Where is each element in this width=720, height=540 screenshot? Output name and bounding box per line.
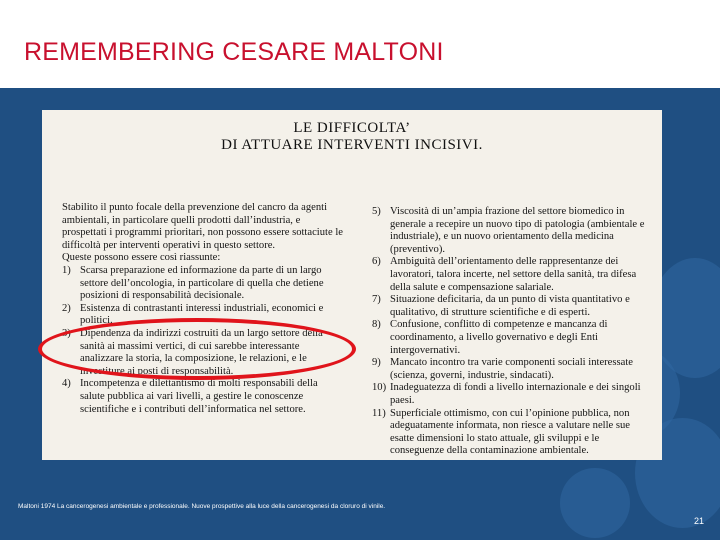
- item-text: Inadeguatezza di fondi a livello internazionale e dei singoli paesi.: [390, 382, 641, 406]
- list-item: [372, 382, 650, 407]
- item-number: 1): [62, 264, 71, 276]
- document-heading-line1: LE DIFFICOLTA’: [293, 120, 411, 136]
- item-number: 7): [372, 294, 381, 306]
- item-number: 2): [62, 302, 71, 314]
- list-item: [372, 408, 650, 458]
- scanned-document: [42, 110, 662, 460]
- item-text: Confusione, conflitto di competenze e mancanza di coordinamento, a livello governativo e degli Enti intergovernativi.: [390, 319, 608, 356]
- item-number: 3): [62, 327, 71, 339]
- slide-title: REMEMBERING CESARE MALTONI: [24, 38, 444, 66]
- footer-citation: Maltoni 1974 La cancerogenesi ambientale e professionale. Nuove prospettive alla luce della cancerogenesi da cloruro di vinile.: [18, 503, 386, 510]
- list-item: [62, 265, 344, 303]
- list-item: [372, 206, 650, 256]
- left-column: [62, 202, 344, 416]
- item-text: Scarsa preparazione ed informazione da parte di un largo settore dell’oncologia, in particolare di quella che detiene posizioni di responsabilità decisionale.: [80, 264, 324, 302]
- item-text: Mancato incontro tra varie componenti sociali interessate (scienza, governi, industrie, sindacati).: [390, 357, 633, 381]
- highlight-ellipse: [38, 318, 356, 380]
- left-subheading: Queste possono essere così riassunte:: [62, 252, 221, 264]
- decorative-circle: [560, 468, 630, 538]
- list-item: [372, 294, 650, 319]
- list-item: [62, 378, 344, 416]
- page-number: 21: [694, 516, 705, 526]
- item-number: 5): [372, 206, 381, 217]
- item-number: 8): [372, 319, 381, 331]
- list-item: [372, 357, 650, 382]
- item-text: Esistenza di contrastanti interessi industriali, economici e politici.: [80, 302, 324, 327]
- title-bar: [0, 0, 720, 88]
- list-item: [372, 256, 650, 294]
- item-number: 6): [372, 256, 381, 268]
- list-item: [372, 319, 650, 357]
- item-text: Incompetenza e dilettantismo di molti responsabili della salute pubblica ai vari livelli, a gestire le conoscenze scientifiche e i contributi dell’informatica nel settore.: [80, 378, 318, 415]
- item-text: Superficiale ottimismo, con cui l’opinione pubblica, non adeguatamente informata, non riesce a valutare nelle sue esatte dimensioni lo stato attuale, gli sviluppi e le conseguenze della contaminazione ambientale.: [390, 407, 631, 457]
- item-text: Viscosità di un’ampia frazione del settore biomedico in generale a recepire un nuovo tipo di patologia (ambientale e industriale), e un nuovo orientamento della medicina (preventivo).: [390, 206, 645, 255]
- item-number: 10): [372, 382, 387, 394]
- item-number: 9): [372, 357, 381, 369]
- item-text: Situazione deficitaria, da un punto di vista quantitativo e qualitativo, di strutture scientifiche e di esperti.: [390, 294, 630, 318]
- item-number: 11): [372, 407, 386, 419]
- item-text: Ambiguità dell’orientamento delle rappresentanze dei lavoratori, talora incerte, nel settore della sanità, tra difesa della salute e compensazione salariale.: [390, 256, 637, 293]
- item-text: Dipendenza da indirizzi costruiti da un largo settore della sanità ai massimi vertici, di cui sarebbe interessante analizzare la storia, la composizione, le relazioni, e le investiture ai posti di responsabilità.: [80, 327, 323, 377]
- left-intro: Stabilito il punto focale della prevenzione del cancro da agenti ambientali, in particolare quelli prodotti dall’industria, e prospettati i programmi prioritari, non possono essere sottaciute le difficoltà per interventi operativi in questo settore.: [62, 202, 343, 251]
- document-heading-line2: DI ATTUARE INTERVENTI INCISIVI.: [221, 137, 483, 153]
- right-column: [372, 206, 650, 458]
- item-number: 4): [62, 378, 71, 390]
